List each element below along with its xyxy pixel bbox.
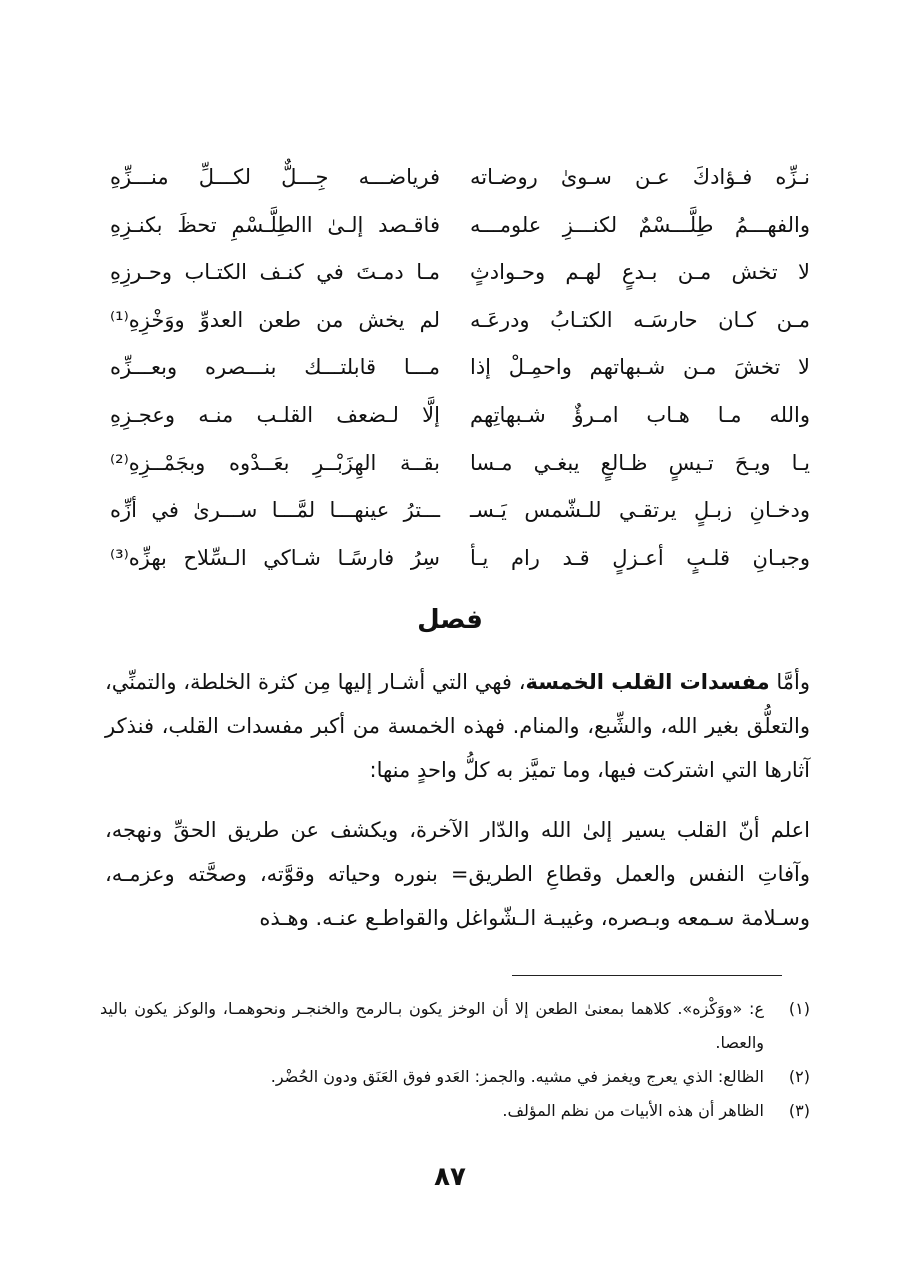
- poem-verse: [110, 208, 810, 256]
- footnote: [100, 992, 810, 1060]
- verse-first-hemistich: لا تخشَ مـن شـبهاتهم واحمِـلْ إذا: [470, 355, 810, 380]
- verse-first-hemistich: والفهـــمُ طِلَّـــسْمٌ لكنـــزِ علومـــه: [470, 212, 810, 237]
- verse-second-hemistich: ـــترُ عينهـــا لمَّـــا ســـرىٰ في أزِّه: [110, 498, 440, 523]
- verse-first-hemistich: يـا ويـحَ تـيسٍ ظـالعٍ يبغـي مـسا: [470, 450, 810, 475]
- footnotes: [100, 992, 810, 1128]
- footnote: [100, 1060, 810, 1094]
- poem-verse: [110, 541, 810, 589]
- verse-second-hemistich: لم يخش من طعن العدوِّ ووَخْزِهِ⁽¹⁾: [110, 307, 440, 332]
- footnote-text: الظاهر أن هذه الأبيات من نظم المؤلف.: [502, 1101, 764, 1120]
- verse-second-hemistich: إلَّا لـضعف القلـب منـه وعجـزِهِ: [110, 402, 440, 427]
- paragraph: [105, 660, 810, 792]
- verse-second-hemistich: فاقـصد إلـىٰ االطِلَّـسْمِ تحظَ بكنـزِهِ: [110, 212, 440, 237]
- paragraph-lead: وأمَّا: [769, 670, 810, 694]
- verse-first-hemistich: والله مـا هـاب امـرؤٌ شـبهاتِهم: [470, 402, 810, 427]
- footnote: [100, 1094, 810, 1128]
- footnote-number: (١): [788, 999, 810, 1018]
- verse-second-hemistich: بقــة الهِزَبْــرِ بعَــدْوه وبجَمْــزِهِ⁽²⁾: [110, 450, 440, 475]
- section-title: فصل: [417, 605, 483, 635]
- page-number: ٨٧: [434, 1162, 466, 1192]
- footnote-text: ع: «ووَكْزه». كلاهما بمعنىٰ الطعن إلا أن الوخز يكون بـالرمح والخنجـر ونحوهمـا، والوكز يكون باليد والعصا.: [100, 999, 764, 1052]
- verse-first-hemistich: وجبـانِ قلـبٍ أعـزلٍ قـد رام يـأ: [470, 545, 810, 570]
- footnote-number: (٣): [788, 1101, 810, 1120]
- poem-verse: [110, 493, 810, 541]
- verse-second-hemistich: فرياضـــه جِـــلٌّ لكـــلِّ منـــزِّهِ: [110, 165, 440, 189]
- paragraph-rest: ، فهي التي أشـار إليها مِن كثرة الخلطة، والتمنِّي، والتعلُّق بغير الله، والشِّبع، والمنام. فهذه الخمسة من أكبر مفسدات القلب، فنذكر آثارها التي اشتركت فيها، وما تميَّز به كلُّ واحدٍ منها:: [105, 670, 810, 782]
- poem-verse: [110, 446, 810, 494]
- poem-verse: [110, 255, 810, 303]
- verse-second-hemistich: سِرُ فارسًـا شـاكي الـسِّلاح بهزِّه⁽³⁾: [110, 545, 440, 570]
- footnote-text: الظالع: الذي يعرج ويغمز في مشيه. والجمز: العَدو فوق العَنَق ودون الحُضْر.: [270, 1067, 764, 1086]
- paragraph: اعلم أنّ القلب يسير إلىٰ الله والدّار الآخرة، ويكشف عن طريق الحقِّ ونهجه، وآفاتِ النفس والعمل وقطاعِ الطريق= بنوره وحياته وقوَّته، وصحَّته وعزمـه، وسـلامة سـمعه وبـصره، وغيبـة الـشّواغل والقواطـع عنـه. وهـذه: [105, 818, 810, 930]
- verse-first-hemistich: لا تخش مـن بـدعٍ لهـم وحـوادثٍ: [470, 260, 810, 285]
- verse-second-hemistich: مـــا قابلتـــك بنـــصره وبعـــزِّه: [110, 355, 440, 380]
- poem: [110, 160, 810, 588]
- poem-verse: [110, 398, 810, 446]
- verse-first-hemistich: مـن كـان حارسَـه الكتـابُ ودرعَـه: [470, 307, 810, 332]
- verse-first-hemistich: ودخـانِ زبـلٍ يرتقـي للـشّمس يَـسـ: [470, 498, 810, 523]
- poem-verse: [110, 350, 810, 398]
- footnote-separator: [512, 975, 782, 976]
- verse-first-hemistich: نـزِّه فـؤادكَ عـن سـوىٰ روضـاته: [470, 165, 810, 189]
- poem-verse: [110, 160, 810, 208]
- verse-second-hemistich: مـا دمـتَ في كنـف الكتـاب وحـرزِهِ: [110, 260, 440, 285]
- paragraph-bold-term: مفسدات القلب الخمسة: [525, 670, 770, 694]
- footnote-number: (٢): [788, 1067, 810, 1086]
- poem-verse: [110, 303, 810, 351]
